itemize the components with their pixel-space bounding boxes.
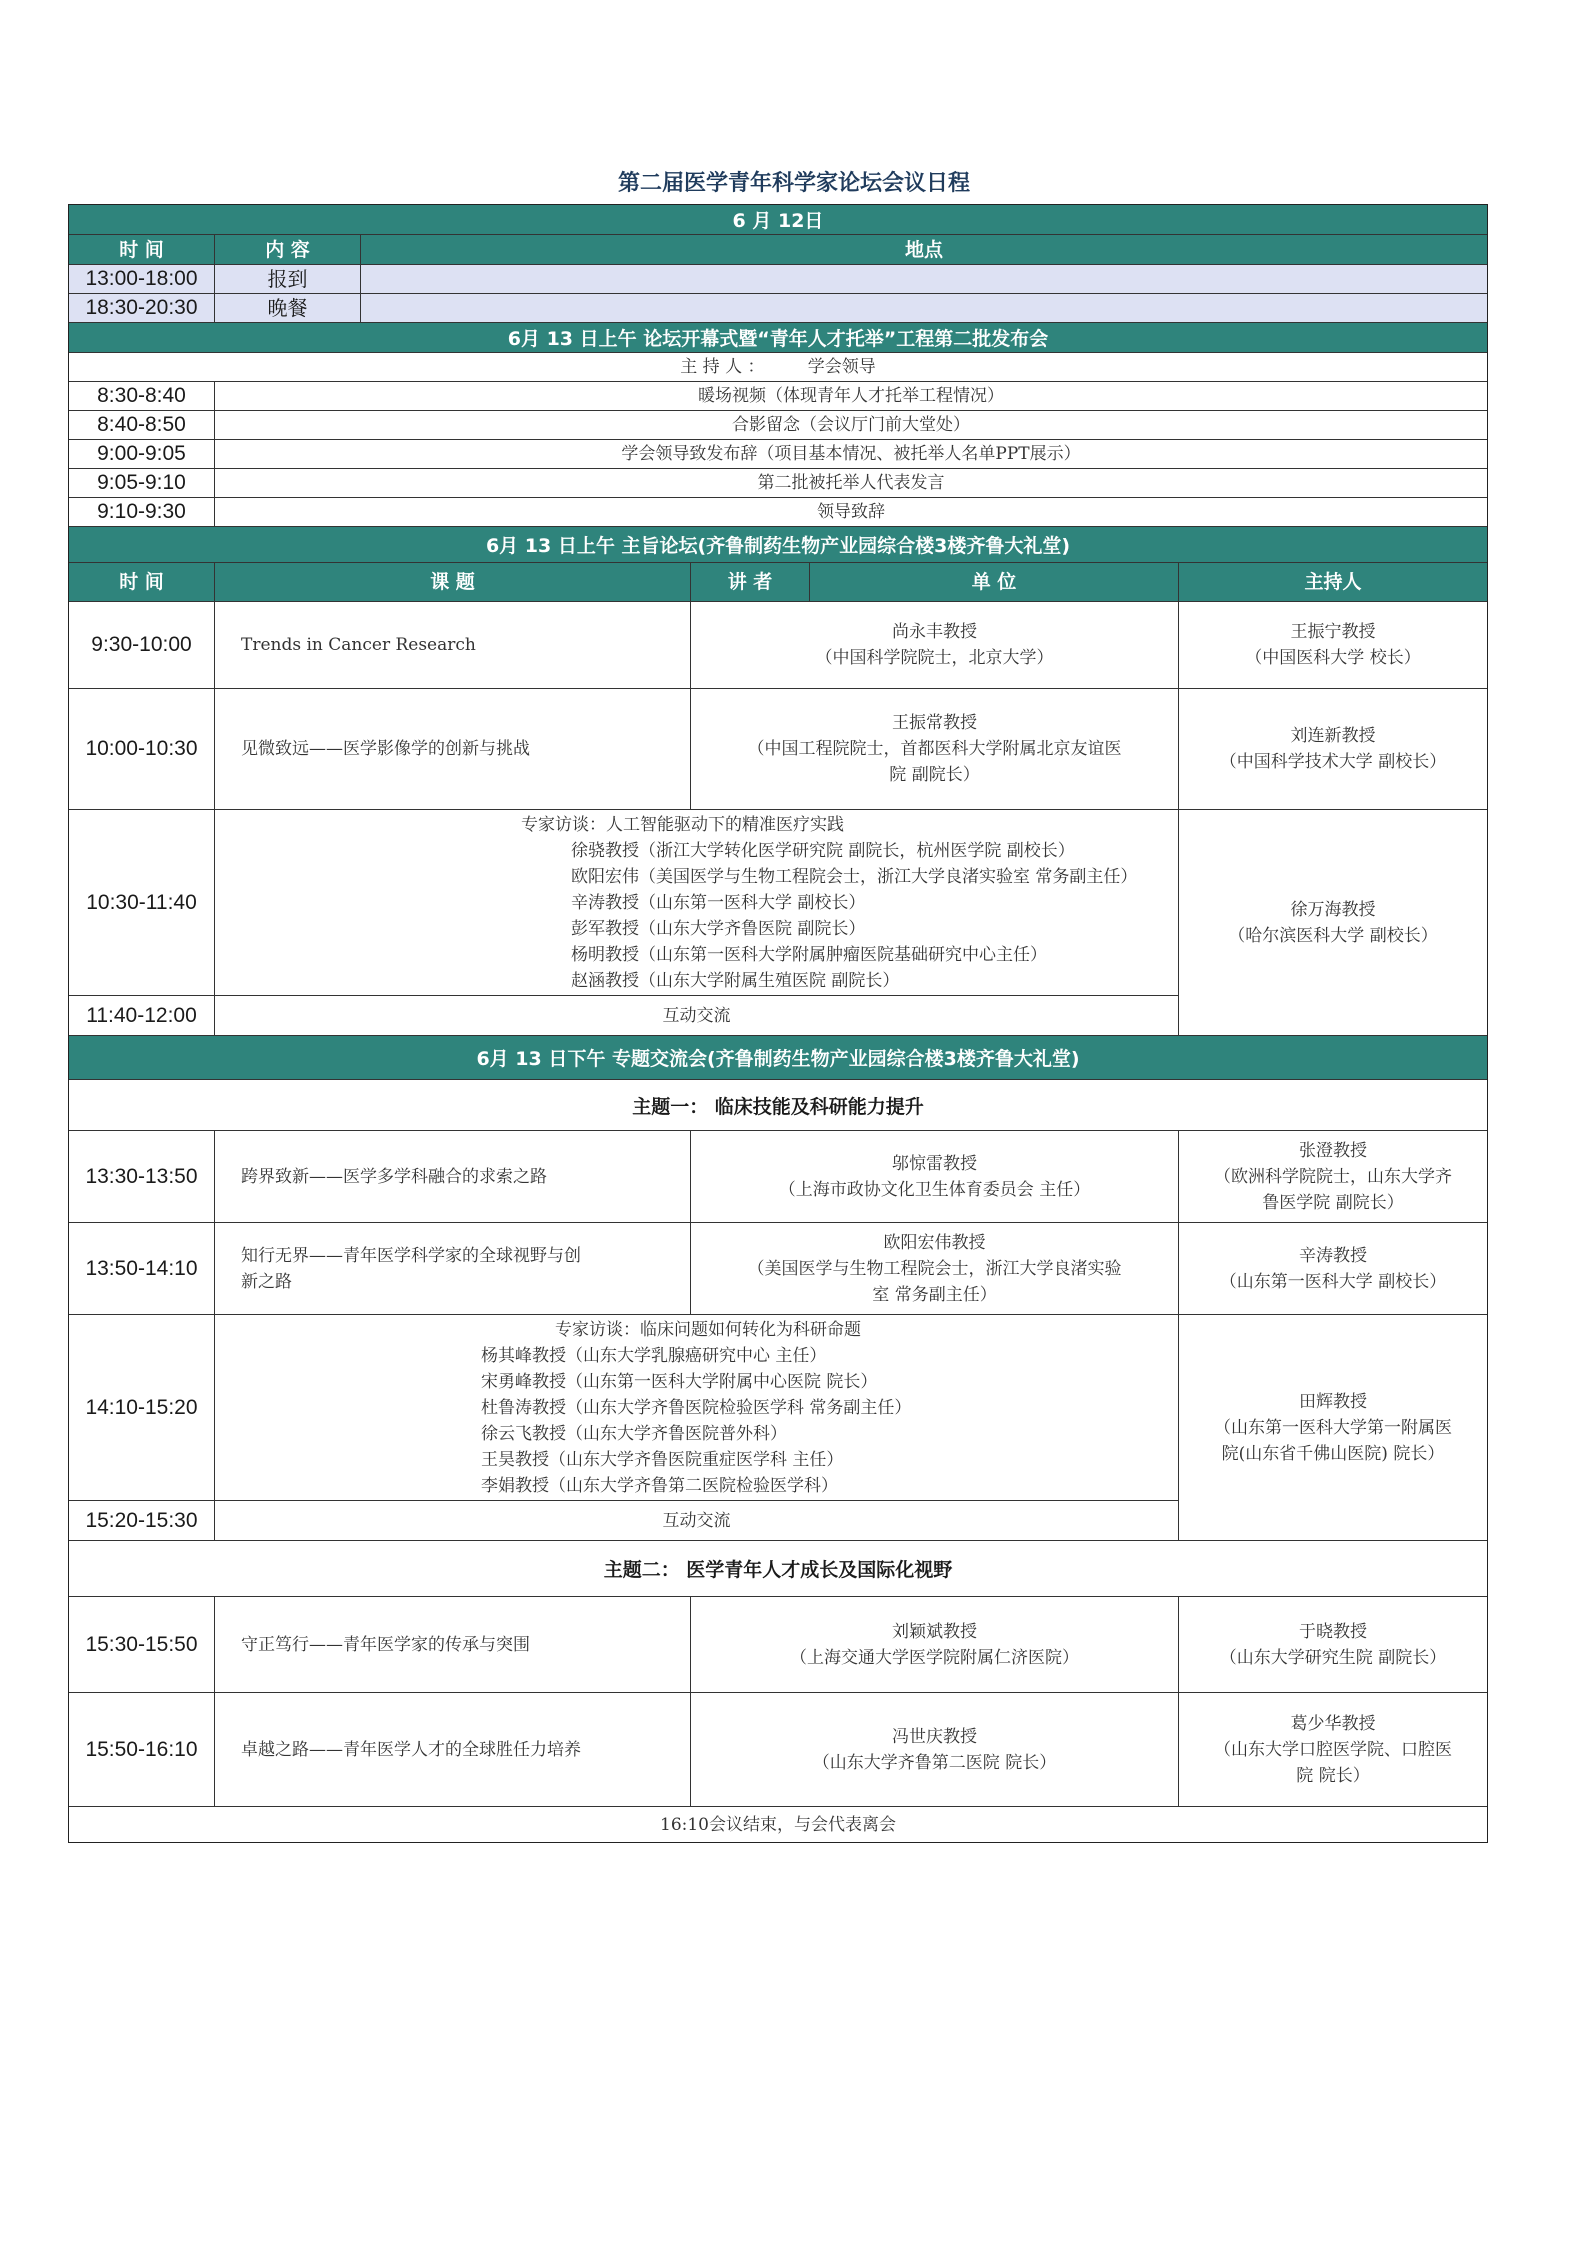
- panelist: 欧阳宏伟（美国医学与生物工程院会士，浙江大学良渚实验室 常务副主任）: [571, 866, 1138, 887]
- qa-cell: 互动交流: [662, 1510, 731, 1531]
- item-cell: 合影留念（会议厅门前大堂处）: [732, 415, 970, 435]
- host-affiliation: （山东大学口腔医学院、口腔医: [1214, 1739, 1452, 1760]
- speaker-affiliation-cont: 室 常务副主任）: [872, 1284, 997, 1305]
- time-cell: 13:00-18:00: [69, 265, 215, 293]
- table-row: [69, 294, 1487, 323]
- table-row: [69, 382, 1487, 411]
- topic-cell: 卓越之路——青年医学人才的全球胜任力培养: [215, 1693, 691, 1806]
- header-content: 内 容: [215, 235, 361, 264]
- speaker-cell: [691, 1131, 1179, 1222]
- host-name: 王振宁教授: [1290, 622, 1376, 642]
- speaker-affiliation: （上海市政协文化卫生体育委员会 主任）: [778, 1179, 1091, 1200]
- day1-band: 6 月 12日: [69, 205, 1487, 235]
- closing-note: 16:10会议结束，与会代表离会: [660, 1814, 896, 1835]
- time-cell: 11:40-12:00: [69, 996, 215, 1035]
- page-title: 第二届医学青年科学家论坛会议日程: [617, 171, 970, 196]
- content-cell: 晚餐: [215, 294, 361, 322]
- host-cell: [1179, 1131, 1487, 1222]
- item-cell: 暖场视频（体现青年人才托举工程情况）: [698, 386, 1004, 406]
- table-row: [69, 1693, 1487, 1807]
- host-cell: [1179, 1693, 1487, 1806]
- host-affiliation-cont: 院(山东省千佛山医院) 院长）: [1221, 1443, 1445, 1464]
- interview-cell: [215, 1315, 1178, 1500]
- panelist: 杨其峰教授（山东大学乳腺癌研究中心 主任）: [481, 1345, 827, 1366]
- table-row: [69, 1223, 1487, 1315]
- afternoon-interview-block: [69, 1315, 1487, 1541]
- header-host: 主持人: [1179, 563, 1487, 601]
- header-speaker: 讲 者: [691, 563, 810, 601]
- speaker-name: 冯世庆教授: [892, 1726, 977, 1747]
- interview-cell: [215, 810, 1178, 995]
- day1-header-row: [69, 235, 1487, 265]
- opening-band: 6月 13 日上午 论坛开幕式暨“青年人才托举”工程第二批发布会: [69, 323, 1487, 353]
- host-affiliation: （山东第一医科大学第一附属医: [1214, 1417, 1452, 1438]
- topic-cell: 守正笃行——青年医学家的传承与突围: [215, 1597, 691, 1692]
- table-row: [69, 1597, 1487, 1693]
- table-row: [69, 602, 1487, 689]
- host-affiliation: （欧洲科学院院士，山东大学齐: [1214, 1166, 1452, 1187]
- speaker-name: 尚永丰教授: [892, 622, 977, 642]
- speaker-cell: [691, 1223, 1179, 1314]
- interview-title: 专家访谈：人工智能驱动下的精准医疗实践: [521, 814, 844, 835]
- panelist: 徐骁教授（浙江大学转化医学研究院 副院长，杭州医学院 副校长）: [571, 840, 1075, 861]
- topic-line: 新之路: [241, 1271, 292, 1292]
- table-row: [69, 689, 1487, 810]
- schedule-table: [68, 204, 1488, 1843]
- host-affiliation: （山东大学研究生院 副院长）: [1219, 1647, 1447, 1668]
- panelist: 徐云飞教授（山东大学齐鲁医院普外科）: [481, 1423, 787, 1444]
- header-place: 地点: [361, 235, 1487, 264]
- table-row: [69, 498, 1487, 527]
- header-topic: 课 题: [215, 563, 691, 601]
- header-time: 时 间: [69, 235, 215, 264]
- speaker-affiliation: （山东大学齐鲁第二医院 院长）: [812, 1752, 1057, 1773]
- speaker-affiliation-cont: 院 副院长）: [889, 765, 980, 785]
- speaker-affiliation: （上海交通大学医学院附属仁济医院）: [790, 1647, 1079, 1668]
- time-cell: 15:20-15:30: [69, 1501, 215, 1540]
- qa-cell: 互动交流: [662, 1005, 731, 1026]
- theme1-title: 主题一： 临床技能及科研能力提升: [69, 1080, 1487, 1131]
- panelist: 彭军教授（山东大学齐鲁医院 副院长）: [571, 918, 866, 939]
- item-cell: 第二批被托举人代表发言: [757, 473, 945, 493]
- speaker-affiliation: （美国医学与生物工程院会士，浙江大学良渚实验: [747, 1258, 1122, 1279]
- speaker-affiliation: （中国工程院院士，首都医科大学附属北京友谊医: [747, 739, 1122, 759]
- table-row: [69, 440, 1487, 469]
- theme2-title: 主题二： 医学青年人才成长及国际化视野: [69, 1541, 1487, 1597]
- time-cell: 15:50-16:10: [69, 1693, 215, 1806]
- panelist: 宋勇峰教授（山东第一医科大学附属中心医院 院长）: [481, 1371, 878, 1392]
- time-cell: 9:00-9:05: [69, 440, 215, 468]
- time-cell: 9:30-10:00: [69, 602, 215, 688]
- panelist: 杜鲁涛教授（山东大学齐鲁医院检验医学科 常务副主任）: [481, 1397, 912, 1418]
- place-cell: [361, 265, 1487, 293]
- panelist: 李娟教授（山东大学齐鲁第二医院检验医学科）: [481, 1475, 838, 1496]
- interview-host-cell: [1179, 1315, 1487, 1540]
- host-affiliation: （中国科学技术大学 副校长）: [1219, 752, 1447, 772]
- host-name: 辛涛教授: [1299, 1245, 1367, 1266]
- panelist: 辛涛教授（山东第一医科大学 副校长）: [571, 892, 866, 913]
- host-name: 徐万海教授: [1290, 899, 1376, 920]
- interview-host-cell: [1179, 810, 1487, 1035]
- time-cell: 14:10-15:20: [69, 1315, 215, 1500]
- host-name: 张澄教授: [1299, 1140, 1367, 1161]
- table-row: [69, 265, 1487, 294]
- time-cell: 10:30-11:40: [69, 810, 215, 995]
- host-affiliation-cont: 院 院长）: [1296, 1765, 1370, 1786]
- keynote-header-row: [69, 563, 1487, 602]
- host-affiliation-cont: 鲁医学院 副院长）: [1262, 1192, 1404, 1213]
- time-cell: 13:50-14:10: [69, 1223, 215, 1314]
- time-cell: 8:40-8:50: [69, 411, 215, 439]
- host-name: 刘连新教授: [1290, 726, 1376, 746]
- item-cell: 学会领导致发布辞（项目基本情况、被托举人名单PPT展示）: [621, 444, 1081, 464]
- time-cell: 13:30-13:50: [69, 1131, 215, 1222]
- content-cell: 报到: [215, 265, 361, 293]
- speaker-cell: [691, 1597, 1179, 1692]
- table-row: [69, 1131, 1487, 1223]
- speaker-name: 刘颖斌教授: [892, 1621, 977, 1642]
- header-unit: 单 位: [810, 563, 1179, 601]
- host-name: 田辉教授: [1299, 1391, 1367, 1412]
- host-name: 于晓教授: [1299, 1621, 1367, 1642]
- time-cell: 10:00-10:30: [69, 689, 215, 809]
- host-cell: [1179, 1223, 1487, 1314]
- speaker-name: 邬惊雷教授: [892, 1153, 977, 1174]
- header-time: 时 间: [69, 563, 215, 601]
- topic-cell: [215, 1223, 691, 1314]
- topic-cell: 跨界致新——医学多学科融合的求索之路: [215, 1131, 691, 1222]
- host-affiliation: （山东第一医科大学 副校长）: [1219, 1271, 1447, 1292]
- host-affiliation: （哈尔滨医科大学 副校长）: [1228, 925, 1438, 946]
- afternoon-band: 6月 13 日下午 专题交流会(齐鲁制药生物产业园综合楼3楼齐鲁大礼堂): [69, 1036, 1487, 1080]
- time-cell: 18:30-20:30: [69, 294, 215, 322]
- time-cell: 9:05-9:10: [69, 469, 215, 497]
- speaker-name: 欧阳宏伟教授: [883, 1232, 986, 1253]
- keynote-band: 6月 13 日上午 主旨论坛(齐鲁制药生物产业园综合楼3楼齐鲁大礼堂): [69, 527, 1487, 563]
- panelist: 王昊教授（山东大学齐鲁医院重症医学科 主任）: [481, 1449, 844, 1470]
- host-cell: [1179, 602, 1487, 688]
- speaker-name: 王振常教授: [892, 713, 977, 733]
- speaker-cell: [691, 689, 1179, 809]
- time-cell: 8:30-8:40: [69, 382, 215, 410]
- keynote-interview-block: [69, 810, 1487, 1036]
- speaker-cell: [691, 1693, 1179, 1806]
- panelist: 杨明教授（山东第一医科大学附属肿瘤医院基础研究中心主任）: [571, 944, 1047, 965]
- time-cell: 9:10-9:30: [69, 498, 215, 526]
- host-cell: [1179, 689, 1487, 809]
- speaker-affiliation: （中国科学院院士，北京大学）: [815, 648, 1054, 668]
- table-row: [69, 411, 1487, 440]
- place-cell: [361, 294, 1487, 322]
- host-cell: [1179, 1597, 1487, 1692]
- speaker-cell: [691, 602, 1179, 688]
- topic-line: 知行无界——青年医学科学家的全球视野与创: [241, 1245, 581, 1266]
- closing-row: [69, 1807, 1487, 1842]
- opening-host: 主 持 人 ： 学会领导: [680, 357, 876, 377]
- opening-host-row: [69, 353, 1487, 382]
- item-cell: 领导致辞: [817, 502, 885, 522]
- time-cell: 15:30-15:50: [69, 1597, 215, 1692]
- host-affiliation: （中国医科大学 校长）: [1245, 648, 1421, 668]
- interview-title: 专家访谈：临床问题如何转化为科研命题: [555, 1319, 861, 1340]
- host-name: 葛少华教授: [1290, 1713, 1376, 1734]
- panelist: 赵涵教授（山东大学附属生殖医院 副院长）: [571, 970, 900, 991]
- topic-cell: 见微致远——医学影像学的创新与挑战: [215, 689, 691, 809]
- topic-cell: Trends in Cancer Research: [215, 602, 691, 688]
- table-row: [69, 469, 1487, 498]
